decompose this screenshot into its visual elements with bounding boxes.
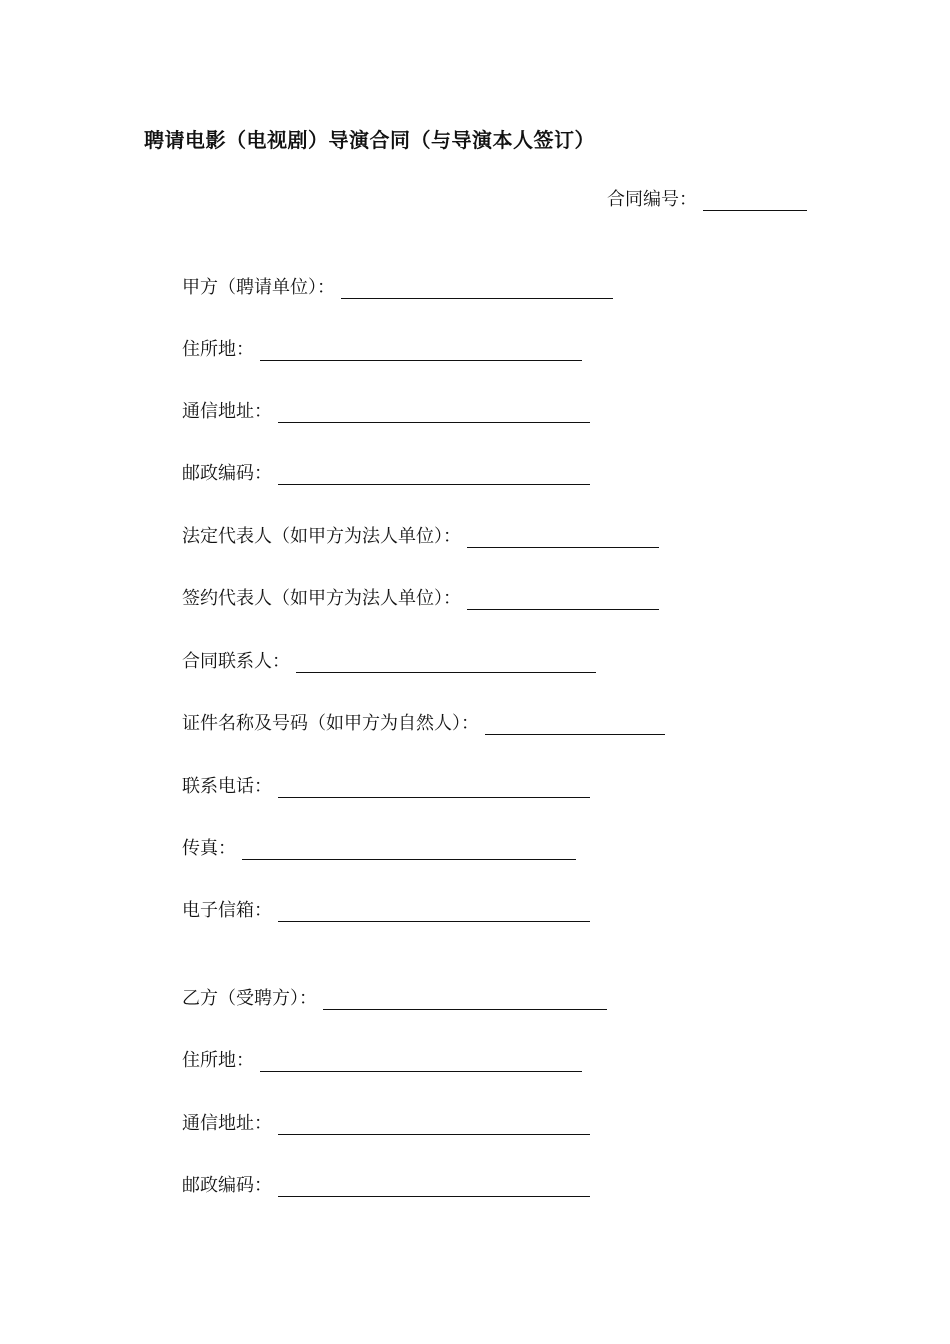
party-a-postcode-blank[interactable] <box>278 464 590 485</box>
party-b-name-label: 乙方（受聘方）： <box>182 988 317 1009</box>
document-title: 聘请电影（电视剧）导演合同（与导演本人签订） <box>144 128 595 152</box>
party-a-name-label: 甲方（聘请单位）： <box>182 277 335 298</box>
party-a-fax-blank[interactable] <box>242 839 576 860</box>
party-b-postcode-label: 邮政编码： <box>182 1175 272 1196</box>
party-a-email-blank[interactable] <box>278 901 590 922</box>
party-b-domicile-row <box>182 1046 582 1072</box>
party-b-postcode-row <box>182 1171 590 1197</box>
party-a-phone-blank[interactable] <box>278 777 590 798</box>
party-a-id-blank[interactable] <box>485 714 665 735</box>
party-a-id-row <box>182 709 665 735</box>
party-a-domicile-blank[interactable] <box>260 340 582 361</box>
party-a-address-row <box>182 397 590 423</box>
party-a-id-label: 证件名称及号码（如甲方为自然人）： <box>182 713 479 734</box>
party-a-fax-label: 传真： <box>182 838 236 859</box>
party-a-postcode-row <box>182 459 590 485</box>
party-a-phone-label: 联系电话： <box>182 776 272 797</box>
contract-number-blank[interactable] <box>703 190 807 211</box>
contract-number-label: 合同编号： <box>607 189 697 210</box>
party-a-legal-rep-row <box>182 522 659 548</box>
party-a-signing-rep-row <box>182 584 659 610</box>
party-a-address-blank[interactable] <box>278 402 590 423</box>
party-b-address-label: 通信地址： <box>182 1113 272 1134</box>
party-a-name-blank[interactable] <box>341 278 613 299</box>
party-a-address-label: 通信地址： <box>182 401 272 422</box>
party-a-email-row <box>182 896 590 922</box>
party-b-address-row <box>182 1109 590 1135</box>
party-a-name-row <box>182 273 613 299</box>
contract-number-row <box>607 185 807 211</box>
party-a-signing-rep-label: 签约代表人（如甲方为法人单位）： <box>182 588 461 609</box>
party-b-domicile-label: 住所地： <box>182 1050 254 1071</box>
party-a-postcode-label: 邮政编码： <box>182 463 272 484</box>
party-a-legal-rep-label: 法定代表人（如甲方为法人单位）： <box>182 526 461 547</box>
party-a-contact-label: 合同联系人： <box>182 651 290 672</box>
party-a-legal-rep-blank[interactable] <box>467 527 659 548</box>
party-a-domicile-row <box>182 335 582 361</box>
party-a-email-label: 电子信箱： <box>182 900 272 921</box>
party-a-contact-blank[interactable] <box>296 652 596 673</box>
party-a-signing-rep-blank[interactable] <box>467 589 659 610</box>
party-a-phone-row <box>182 772 590 798</box>
party-b-postcode-blank[interactable] <box>278 1176 590 1197</box>
party-a-fax-row <box>182 834 576 860</box>
party-a-contact-row <box>182 647 596 673</box>
party-b-domicile-blank[interactable] <box>260 1051 582 1072</box>
party-b-address-blank[interactable] <box>278 1114 590 1135</box>
party-b-name-row <box>182 984 607 1010</box>
party-b-name-blank[interactable] <box>323 989 607 1010</box>
party-a-domicile-label: 住所地： <box>182 339 254 360</box>
